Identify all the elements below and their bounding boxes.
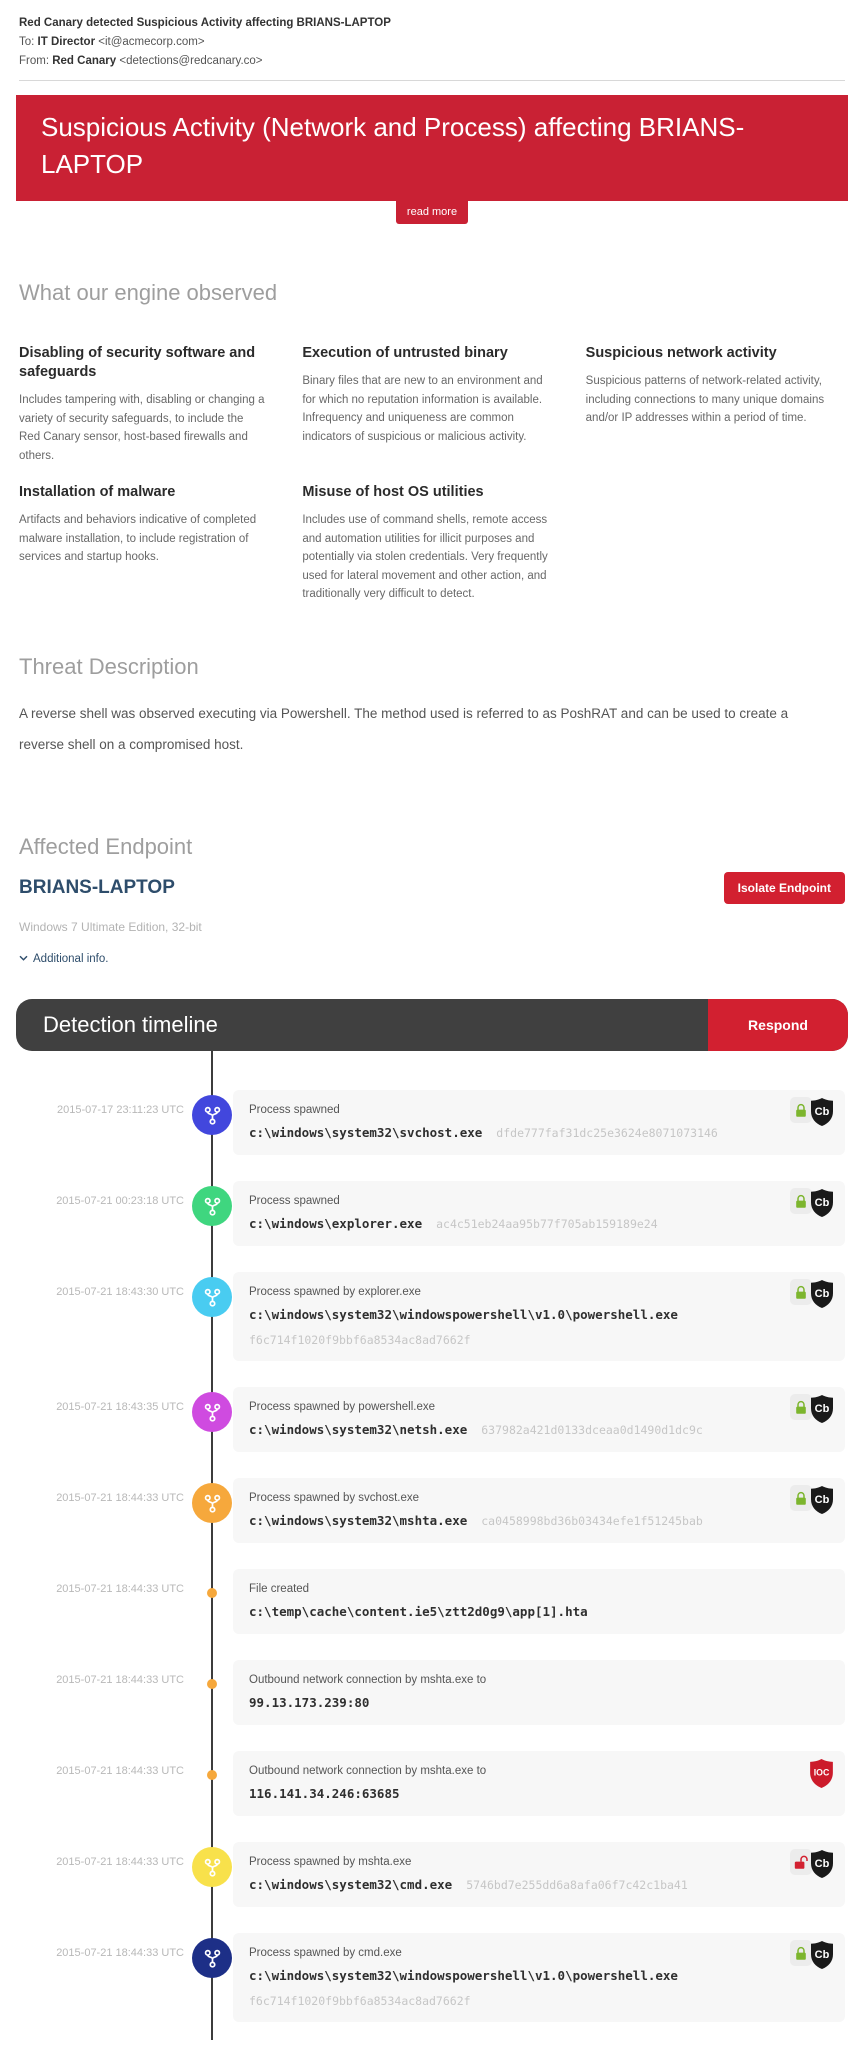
entry-path: 116.141.34.246:63685 xyxy=(249,1786,400,1801)
entry-timestamp: 2015-07-21 18:43:35 UTC xyxy=(56,1401,184,1413)
endpoint-os: Windows 7 Ultimate Edition, 32-bit xyxy=(19,919,202,934)
process-fork-icon xyxy=(202,1402,223,1423)
entry-title: Outbound network connection by mshta.exe to xyxy=(249,1674,487,1686)
observed-cards xyxy=(19,344,833,604)
observed-card-title: Suspicious network activity xyxy=(585,345,777,361)
header-divider xyxy=(19,80,845,81)
entry-badges xyxy=(808,1758,835,1789)
lock-closed-icon xyxy=(795,1103,807,1118)
entry-card[interactable] xyxy=(233,1933,845,2022)
svg-text:Cb: Cb xyxy=(814,1949,830,1961)
svg-text:Cb: Cb xyxy=(814,1494,830,1506)
observed-card-title: Execution of untrusted binary xyxy=(302,345,508,361)
timeline-entry xyxy=(19,1090,845,1155)
timeline-entry xyxy=(19,1660,845,1725)
entry-card[interactable] xyxy=(233,1272,845,1361)
entry-title: Process spawned xyxy=(249,1195,340,1207)
observed-card xyxy=(586,344,833,465)
lock-closed-icon xyxy=(795,1491,807,1506)
entry-marker-icon xyxy=(192,1186,232,1226)
observed-card xyxy=(19,483,266,604)
entry-badges xyxy=(790,1849,835,1879)
shield-icon xyxy=(809,1940,835,1970)
entry-hash: ac4c51eb24aa95b77f705ab159189e24 xyxy=(436,1217,658,1231)
threat-heading: Threat Description xyxy=(19,653,199,679)
entry-path-line xyxy=(249,1602,829,1622)
entry-path: c:\windows\system32\windowspowershell\v1.0\powershell.exe xyxy=(249,1307,678,1322)
observed-card-body: Includes use of command shells, remote access and automation utilities for illicit purposes and potentially via stolen credentials. Very frequently used for lateral movement and other action, and traditionally very difficult to detect. xyxy=(302,514,548,600)
entry-badges xyxy=(790,1940,835,1970)
entry-marker-icon xyxy=(192,1483,232,1523)
entry-hash: f6c714f1020f9bbf6a8534ac8ad7662f xyxy=(249,1994,471,2008)
entry-marker-icon xyxy=(207,1588,217,1598)
process-fork-icon xyxy=(202,1857,223,1878)
lock-closed-icon xyxy=(795,1946,807,1961)
entry-path: c:\windows\system32\cmd.exe xyxy=(249,1877,453,1892)
process-fork-icon xyxy=(202,1493,223,1514)
entry-path-line xyxy=(249,1875,829,1895)
entry-marker-icon xyxy=(192,1938,232,1978)
entry-card[interactable] xyxy=(233,1478,845,1543)
svg-text:Cb: Cb xyxy=(814,1403,830,1415)
entry-timestamp: 2015-07-21 18:44:33 UTC xyxy=(56,1765,184,1777)
timeline-entry xyxy=(19,1387,845,1452)
entry-card[interactable] xyxy=(233,1181,845,1246)
chevron-down-icon xyxy=(19,955,28,962)
entry-path: 99.13.173.239:80 xyxy=(249,1695,370,1710)
email-to-address: <it@acmecorp.com> xyxy=(98,36,205,48)
lock-closed-icon xyxy=(795,1285,807,1300)
observed-card xyxy=(19,344,266,465)
entry-card[interactable] xyxy=(233,1660,845,1725)
entry-timestamp: 2015-07-21 18:44:33 UTC xyxy=(56,1947,184,1959)
entry-path-line xyxy=(249,1420,829,1440)
endpoint-row xyxy=(19,872,845,904)
detection-timeline-title: Detection timeline xyxy=(43,1012,218,1037)
entry-hash: ca0458998bd36b03434efe1f51245bab xyxy=(481,1514,703,1528)
read-more-row xyxy=(19,201,845,224)
entry-path: c:\windows\system32\windowspowershell\v1.0\powershell.exe xyxy=(249,1968,678,1983)
observed-card-body: Suspicious patterns of network-related activity, including connections to many unique domains and/or IP addresses within a period of time. xyxy=(585,375,825,424)
endpoint-heading: Affected Endpoint xyxy=(19,833,193,859)
entry-timestamp: 2015-07-21 00:23:18 UTC xyxy=(56,1195,184,1207)
email-to-label: To: xyxy=(19,36,35,48)
shield-icon xyxy=(809,1485,835,1515)
entry-path-line xyxy=(249,1123,829,1143)
carbon-black-badge xyxy=(809,1279,835,1309)
entry-title: Process spawned by cmd.exe xyxy=(249,1947,402,1959)
entry-title: Process spawned by powershell.exe xyxy=(249,1401,436,1413)
timeline-entry xyxy=(19,1181,845,1246)
email-to-name: IT Director xyxy=(37,36,96,48)
entry-hash: f6c714f1020f9bbf6a8534ac8ad7662f xyxy=(249,1333,471,1347)
entry-badges xyxy=(790,1394,835,1424)
entry-timestamp: 2015-07-21 18:44:33 UTC xyxy=(56,1583,184,1595)
entry-path-line xyxy=(249,1305,829,1349)
entry-path-line xyxy=(249,1966,829,2010)
entry-badges xyxy=(790,1485,835,1515)
entry-card[interactable] xyxy=(233,1751,845,1816)
entry-card[interactable] xyxy=(233,1569,845,1634)
carbon-black-badge xyxy=(809,1097,835,1127)
email-subject: Red Canary detected Suspicious Activity affecting BRIANS-LAPTOP xyxy=(19,17,391,29)
carbon-black-badge xyxy=(809,1485,835,1515)
entry-title: Outbound network connection by mshta.exe to xyxy=(249,1765,487,1777)
entry-timestamp: 2015-07-21 18:44:33 UTC xyxy=(56,1492,184,1504)
process-fork-icon xyxy=(202,1948,223,1969)
observed-card xyxy=(302,483,549,604)
additional-info-toggle[interactable] xyxy=(19,953,108,965)
respond-button[interactable]: Respond xyxy=(708,999,848,1051)
entry-path: c:\windows\explorer.exe xyxy=(249,1216,423,1231)
observed-card-title: Disabling of security software and safeguards xyxy=(19,345,256,380)
entry-timestamp: 2015-07-21 18:43:30 UTC xyxy=(56,1286,184,1298)
observed-card-body: Binary files that are new to an environment and for which no reputation information is available. Infrequency and uniqueness are common indicators of suspicious or malicious activity. xyxy=(302,375,543,443)
isolate-endpoint-button[interactable]: Isolate Endpoint xyxy=(724,872,845,904)
entry-path-line xyxy=(249,1784,829,1804)
entry-badges xyxy=(790,1279,835,1309)
carbon-black-badge xyxy=(809,1849,835,1879)
entry-hash: 5746bd7e255dd6a8afa06f7c42c1ba41 xyxy=(466,1878,688,1892)
process-fork-icon xyxy=(202,1287,223,1308)
entry-marker-icon xyxy=(207,1770,217,1780)
timeline-entries xyxy=(19,1051,845,2022)
entry-card[interactable] xyxy=(233,1842,845,1907)
timeline-entry xyxy=(19,1842,845,1907)
timeline-entry xyxy=(19,1272,845,1361)
entry-title: Process spawned by svchost.exe xyxy=(249,1492,420,1504)
entry-path-line xyxy=(249,1511,829,1531)
entry-hash: 637982a421d0133dceaa0d1490d1dc9c xyxy=(481,1423,703,1437)
carbon-black-badge xyxy=(809,1394,835,1424)
timeline-entry xyxy=(19,1569,845,1634)
shield-icon xyxy=(809,1279,835,1309)
process-fork-icon xyxy=(202,1196,223,1217)
observed-card-title: Installation of malware xyxy=(19,484,176,500)
entry-marker-icon xyxy=(192,1277,232,1317)
observed-heading: What our engine observed xyxy=(19,280,278,305)
process-fork-icon xyxy=(202,1105,223,1126)
entry-card[interactable] xyxy=(233,1090,845,1155)
entry-timestamp: 2015-07-17 23:11:23 UTC xyxy=(57,1104,184,1116)
carbon-black-badge xyxy=(809,1940,835,1970)
entry-path-line xyxy=(249,1214,829,1234)
alert-banner xyxy=(16,95,848,201)
shield-icon xyxy=(809,1097,835,1127)
shield-icon xyxy=(809,1849,835,1879)
additional-info-label: Additional info. xyxy=(33,952,109,965)
entry-timestamp: 2015-07-21 18:44:33 UTC xyxy=(56,1674,184,1686)
timeline-entry xyxy=(19,1751,845,1816)
read-more-button[interactable]: read more xyxy=(396,201,468,224)
entry-path: c:\temp\cache\content.ie5\ztt2d0g9\app[1].hta xyxy=(249,1604,588,1619)
entry-path: c:\windows\system32\netsh.exe xyxy=(249,1422,468,1437)
observed-card-body: Artifacts and behaviors indicative of completed malware installation, to include registration of services and startup hooks. xyxy=(19,514,257,563)
lock-closed-icon xyxy=(795,1400,807,1415)
endpoint-name: BRIANS-LAPTOP xyxy=(19,876,175,898)
entry-card[interactable] xyxy=(233,1387,845,1452)
observed-card xyxy=(302,344,549,465)
entry-hash: dfde777faf31dc25e3624e8071073146 xyxy=(496,1126,718,1140)
shield-icon xyxy=(809,1394,835,1424)
observed-card-body: Includes tampering with, disabling or changing a variety of security safeguards, to include the Red Canary sensor, host-based firewalls and others. xyxy=(19,394,265,462)
entry-badges xyxy=(790,1188,835,1218)
entry-marker-icon xyxy=(192,1847,232,1887)
entry-path: c:\windows\system32\svchost.exe xyxy=(249,1125,483,1140)
email-from-address: <detections@redcanary.co> xyxy=(119,55,263,67)
entry-title: File created xyxy=(249,1583,310,1595)
svg-text:Cb: Cb xyxy=(814,1106,830,1118)
email-to-line xyxy=(19,33,845,52)
entry-badges xyxy=(790,1097,835,1127)
lock-closed-icon xyxy=(795,1194,807,1209)
entry-timestamp: 2015-07-21 18:44:33 UTC xyxy=(56,1856,184,1868)
entry-path-line xyxy=(249,1693,829,1713)
svg-text:IOC: IOC xyxy=(813,1767,830,1778)
ioc-badge xyxy=(808,1758,835,1789)
entry-marker-icon xyxy=(192,1392,232,1432)
entry-title: Process spawned by explorer.exe xyxy=(249,1286,421,1298)
timeline-entry xyxy=(19,1933,845,2022)
svg-text:Cb: Cb xyxy=(814,1197,830,1209)
email-header xyxy=(19,0,845,71)
alert-banner-title: Suspicious Activity (Network and Process) affecting BRIANS-LAPTOP xyxy=(41,112,745,179)
email-from-label: From: xyxy=(19,55,50,67)
shield-icon xyxy=(809,1188,835,1218)
entry-marker-icon xyxy=(207,1679,217,1689)
lock-open-icon xyxy=(794,1855,808,1870)
detection-timeline-bar xyxy=(16,999,848,1051)
shield-icon xyxy=(808,1758,835,1789)
observed-card-title: Misuse of host OS utilities xyxy=(302,484,484,500)
svg-text:Cb: Cb xyxy=(814,1858,830,1870)
timeline-body xyxy=(19,1051,845,2040)
entry-marker-icon xyxy=(192,1095,232,1135)
entry-title: Process spawned by mshta.exe xyxy=(249,1856,412,1868)
svg-text:Cb: Cb xyxy=(814,1288,830,1300)
threat-description: A reverse shell was observed executing via Powershell. The method used is referred to as PoshRAT and can be used to create a reverse shell on a compromised host. xyxy=(19,705,789,752)
email-from-line xyxy=(19,52,845,71)
email-from-name: Red Canary xyxy=(52,55,117,67)
timeline-entry xyxy=(19,1478,845,1543)
entry-title: Process spawned xyxy=(249,1104,340,1116)
carbon-black-badge xyxy=(809,1188,835,1218)
entry-path: c:\windows\system32\mshta.exe xyxy=(249,1513,468,1528)
